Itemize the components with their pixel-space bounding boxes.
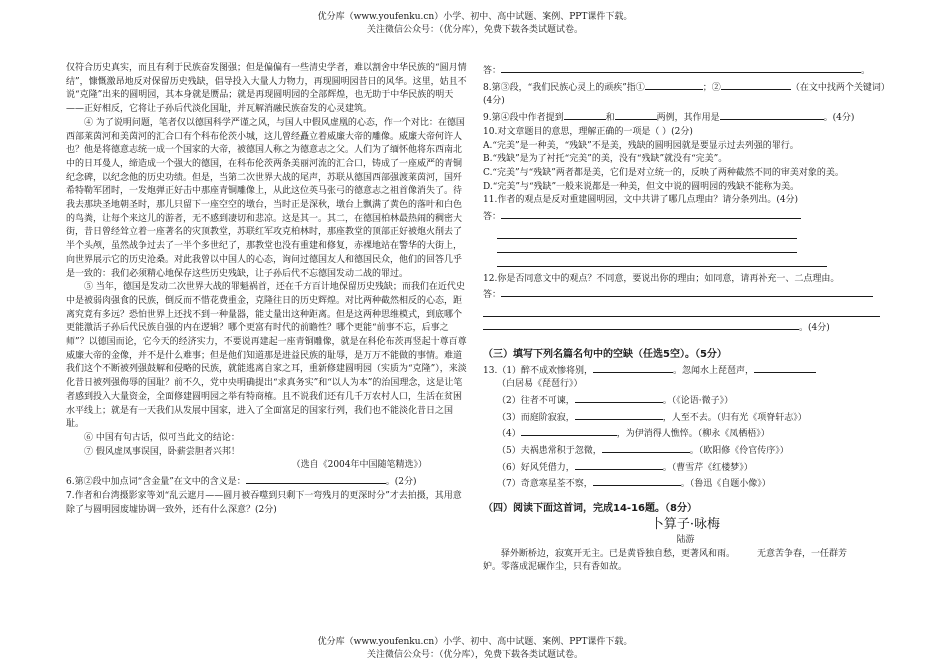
question-10: 10.对文章题目的意思，理解正确的一项是（ ）(2分) — [483, 126, 693, 137]
answer-blank-9-3[interactable] — [720, 109, 824, 120]
q13-7-post: 。（鲁迅《自题小像》） — [680, 479, 771, 490]
section-3-heading: （三）填写下列名篇名句中的空缺（任选5空）。（5分） — [483, 348, 727, 360]
q13-blank-5[interactable] — [602, 442, 690, 453]
question-9 — [483, 109, 888, 126]
footer-line-1: 优分库（www.youfenku.cn）小学、初中、高中试题、案例、PPT课件下载。 — [317, 637, 633, 647]
page-header — [0, 11, 950, 37]
q13-line-6 — [483, 459, 888, 476]
q13-5-pre: （5）夫祸患常积于忽微， — [497, 446, 602, 457]
question-9-text-a: 9.第④段中作者提到 — [483, 113, 564, 124]
question-9-text-d: 。(4分) — [823, 113, 855, 124]
q13-5-post: 。（欧阳修《伶官传序》） — [689, 446, 789, 457]
answer-blank-9-2[interactable] — [615, 109, 657, 120]
answer-line-12-end — [483, 319, 888, 336]
q13-3-pre: （3）而庭阶寂寂， — [497, 412, 575, 423]
answer-blank-11-4[interactable] — [497, 253, 827, 267]
answer-label: 答： — [483, 212, 502, 223]
question-10-option-c: C.“完美”与“残缺”两者都是美，它们是对立统一的，反映了两种截然不同的审美对象的美。 — [483, 167, 844, 178]
q13-line-7 — [483, 475, 888, 492]
q13-blank-1b[interactable] — [754, 362, 816, 373]
answer-line-12 — [483, 286, 888, 303]
question-8 — [483, 79, 888, 109]
answer-blank-12-3[interactable] — [483, 319, 799, 330]
q13-blank-4[interactable] — [521, 425, 617, 436]
footer-line-2: 关注微信公众号：（优分库），免费下载各类试题试卷。 — [366, 650, 583, 660]
question-12-end: 。(4分) — [799, 323, 830, 334]
header-line-1: 优分库（www.youfenku.cn）小学、初中、高中试题、案例、PPT课件下载。 — [317, 12, 633, 22]
poem-author: 陆游 — [676, 534, 695, 545]
poem-line-1 — [483, 548, 888, 562]
essay-paragraph-1: 仅符合历史真实，而且有利于民族奋发图强；但是偏偏有一些清史学者，难以割舍中华民族的“圆月情结”，慷慨激昂地反对保留历史残缺，倡导投入大量人力物力，再现圆明园昔日的风华。这里，姑且不说“克隆”出来的圆明园，其本身就是赝品；就是再现圆明园的全部辉煌，也无助于中华民族的明天——正好相反，它将让子孙后代淡化国耻，并瓦解消融民族奋发的心灵建筑。 — [66, 63, 467, 115]
question-11: 11.作者的观点是反对重建圆明园，文中共讲了哪几点理由？请分条列出。(4分) — [483, 195, 799, 206]
q13-3-post: ，人至不去。（归有光《项脊轩志》） — [662, 412, 807, 423]
q13-7-pre: （7）奇意寒星荃不察， — [497, 479, 593, 490]
q13-line-1 — [483, 362, 888, 379]
section-4-heading: （四）阅读下面这首词，完成14-16题。（8分） — [483, 503, 697, 515]
answer-line-7: 答： 。 — [483, 62, 888, 79]
answer-blank-12-2[interactable] — [483, 303, 880, 317]
question-8-text-a: 8.第③段，“我们民族心灵上的顽疾”指① — [483, 82, 645, 93]
essay-source: （选自《2004年中国随笔精选》） — [291, 460, 427, 471]
answer-blank-9-1[interactable] — [564, 109, 606, 120]
poem-line-2: 妒。零落成泥碾作尘，只有香如故。 — [483, 562, 628, 573]
q13-line-5 — [483, 442, 888, 459]
poem-line-1b: 无意苦争春，一任群芳 — [757, 548, 848, 559]
q13-1-pre: 13.（1）醉不成欢惨将别， — [483, 365, 594, 376]
question-6-text: 6.第②段中加点词“含金量”在文中的含义是： — [66, 477, 246, 488]
answer-blank-8-1[interactable] — [645, 79, 703, 90]
answer-line-11 — [483, 208, 888, 225]
question-8-text-c: （在文中找两个关键词）(4分) — [483, 82, 886, 107]
q13-blank-3[interactable] — [575, 409, 663, 420]
answer-label: 答： — [483, 290, 502, 301]
poem-line-1a: 驿外断桥边，寂寞开无主。已是黄昏独自愁，更著风和雨。 — [501, 548, 736, 559]
q13-blank-1[interactable] — [593, 362, 673, 373]
left-column — [66, 62, 467, 517]
essay-paragraph-7: ⑦ 假风虚凤事误国，卧薪尝胆者兴邦！ — [84, 446, 240, 457]
answer-blank-11-3[interactable] — [497, 239, 797, 253]
q13-2-post: 。（《论语·微子》） — [662, 395, 734, 406]
q13-1-post: 。忽闻水上琵琶声， — [673, 365, 755, 376]
q13-4-pre: （4） — [497, 429, 521, 440]
question-7: 7.作者和台湾摄影家等刘“乱云遮月——圆月被吞噬到只剩下一弯残月的更深时分”才去拍摄，其用意除了与圆明园废墟协调一致外，还有什么深意？(2分) — [66, 490, 462, 515]
q13-line-1-cont: （白居易《琵琶行》） — [497, 379, 583, 390]
answer-blank-7[interactable] — [501, 62, 861, 73]
header-line-2: 关注微信公众号：（优分库），免费下载各类试题试卷。 — [366, 25, 583, 35]
right-column — [483, 62, 888, 575]
question-10-option-a: A.“完美”是一种美，“残缺”不是美，残缺的圆明园就是要显示过去列强的罪行。 — [483, 140, 799, 151]
question-10-option-d: D.“完美”与“残缺”一般来说都是一种美，但文中说的圆明园的残缺不能称为美。 — [483, 181, 800, 192]
q13-line-4 — [483, 425, 888, 442]
q13-blank-2[interactable] — [575, 392, 663, 403]
q13-line-3 — [483, 409, 888, 426]
question-6-end: 。(2分) — [385, 477, 417, 488]
answer-blank-6[interactable] — [246, 473, 386, 484]
answer-blank-11-1[interactable] — [501, 208, 801, 219]
q13-blank-7[interactable] — [593, 475, 681, 486]
question-8-text-b: ；② — [702, 82, 721, 93]
poem-title: 卜算子·咏梅 — [650, 516, 721, 532]
question-12: 12.你是否同意文中的观点？不同意，要说出你的理由；如同意，请再补充一、二点理由。 — [483, 273, 840, 284]
essay-paragraph-6: ⑥ 中国有句古话，似可当此文的结论： — [84, 432, 240, 443]
q13-2-pre: （2）往者不可谏， — [497, 395, 575, 406]
answer-blank-8-2[interactable] — [721, 79, 791, 90]
answer-blank-12-1[interactable] — [501, 286, 873, 297]
q13-6-post: 。（曹雪芹《红楼梦》） — [662, 462, 753, 473]
page-footer — [0, 636, 950, 662]
essay-paragraph-4: ④ 为了说明问题，笔者仅以德国科学严谨之风，与国人中假风虚凰的心态，作一个对比：在德国西部莱茵河和美茵河的汇合口有个科布伦茨小城，这儿曾经矗立着威廉大帝的雕像。威廉大帝何许人也？他是将德意志统一成一个国家的大帝，被德国人称之为德意志之父。人们为了缅怀他将东西南北中的日耳曼人，缔造成一个强大的德国，在科布伦茨两条美丽河流的汇合口，铸成了一座威严的青铜纪念碑，以纪念他的历史功绩。但是，当第二次世界大战的尾声，苏联从德国西部强渡莱茵河，国歼希特勒军团时，一发炮弹正好击中那座青铜雕像上，从此这位英马张弓的德意志之祖首像消失了。待我去那块圣地朝圣时，那儿只留下一座空空的墩台，当时正是深秋，墩台上飘满了黄色的落叶和白色的鸟粪，让每个来这儿的游者，无不感到凄切和悲凉。这是其一。其二，在德国柏林最热闹的稠密大街，昔日曾经耸立着一座著名的灾顶教堂，苏联红军攻克柏林时，那座教堂的顶部正好被炮火削去了半个头颅，虽然战争过去了一半个多世纪了，那教堂也没有重建和修复，赤裸地站在警华的大街上，向世界展示它的历史沧桑。对此我曾以中国人的心态，询问过德国友人和德国民众，他们的回答几乎是一致的：我们必须精心地保存这些历史残缺，让子孙后代不忘德国发动二战的罪过。 — [66, 117, 465, 279]
answer-label: 答： — [483, 66, 502, 76]
essay-paragraph-5: ⑤ 当年，德国是发动二次世界大战的罪魁祸首，还在千方百计地保留历史残缺；而我们在近代史中是被弱肉强食的民族，倒反而不惜花费重金，克隆往日的历史辉煌。对比两种截然相反的心态，距离究竟有多远？恐怕世界上还找不到一种量器，能丈量出这种距离。但是这两种思维模式，到底哪个更能激活子孙后代民族自强的内在逻辑？哪个更富有时代的前瞻性？哪个更能“前事不忘，后事之师”？以德国而论，它今天的经济实力，不要说再建起一座青铜雕像，就是在科伦布茨再竖起十尊百尊威廉大帝的金像，并不是什么难事；但是他们知道那是进益民族的耻辱，是万万不能做的事情。难道我们这个不断被列强鼓解和侵略的民族，就能逃离自家之耳，重新修建圆明园（实质为“克隆”），来淡化昔日被列强侮辱的国耻？前不久，党中央明确提出“求真务实”和“以人为本”的治国理念，这是让笔者感到投入大量资金，全面修建圆明园之举有特商榷。且不说我们还有几千万农村人口，生活在贫困水平线上；就是有一天我们从发展中国家，进入了全面富足的国家行列，我们也不能淡化昔日之国耻。 — [66, 282, 467, 430]
q13-line-2 — [483, 392, 888, 409]
answer-blank-11-2[interactable] — [497, 225, 797, 239]
question-6 — [66, 473, 467, 490]
q13-4-post: ，为伊消得人憔悴。（柳永《凤栖梧》） — [616, 429, 770, 440]
question-9-text-b: 和 — [605, 113, 615, 124]
q13-6-pre: （6）好风凭借力， — [497, 462, 575, 473]
question-9-text-c: 两例，其作用是 — [656, 113, 720, 124]
question-10-option-b: B.“残缺”是为了衬托“完美”的美，没有“残缺”就没有“完美”。 — [483, 154, 728, 165]
q13-blank-6[interactable] — [575, 459, 663, 470]
